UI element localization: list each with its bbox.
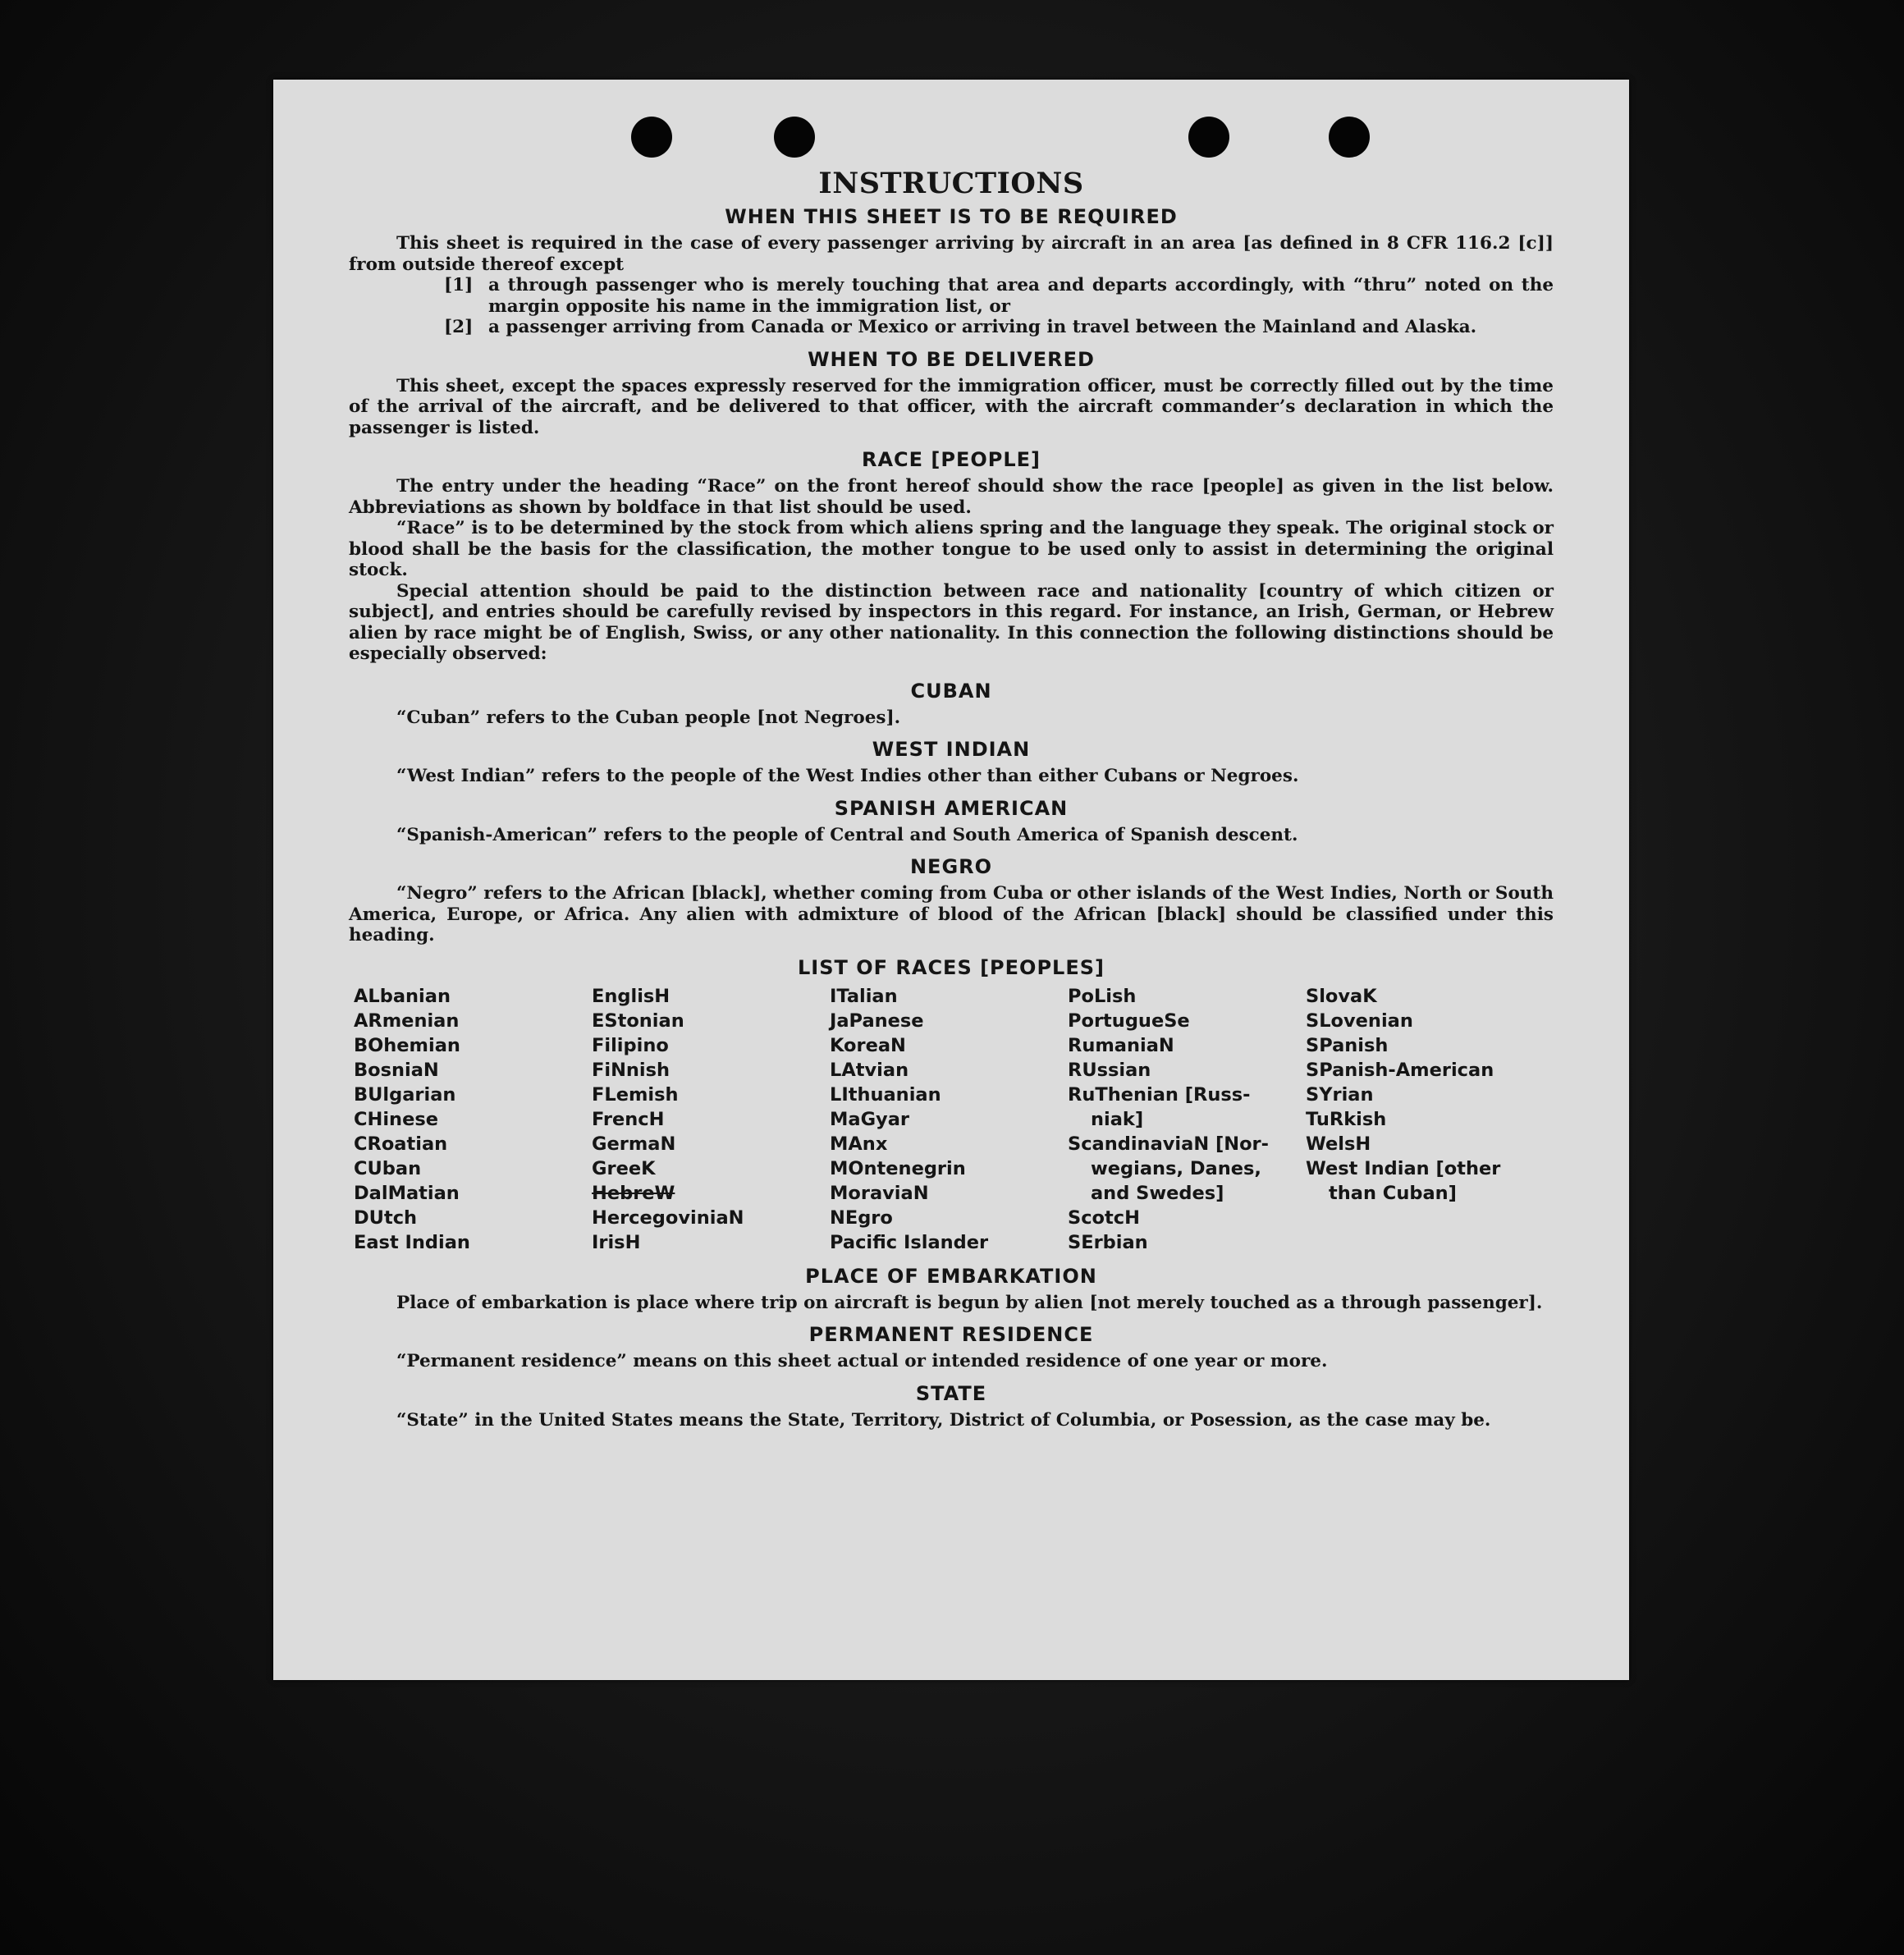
race-entry: Filipino [592, 1034, 669, 1056]
race-entry: CHinese [354, 1108, 438, 1130]
race-paragraph: “Race” is to be determined by the stock from which aliens spring and the language they speak. The original stock or blood shall be the basis for the classification, the mother tongue to be used only to assist in determining the original stock. [349, 518, 1554, 580]
race-entry: SErbian [1068, 1231, 1148, 1253]
spanish-american-heading: SPANISH AMERICAN [834, 796, 1069, 820]
race-entry-struck: HebreW [592, 1182, 675, 1204]
west-indian-heading: WEST INDIAN [872, 738, 1031, 761]
race-paragraph: The entry under the heading “Race” on the front hereof should show the race [people] as given in the list below. Abbreviations as shown by boldface in that list should be used. [349, 476, 1554, 518]
race-entry: ScandinaviaN [Nor- [1068, 1133, 1269, 1155]
exception-number: [1] [444, 275, 474, 295]
punch-hole [774, 117, 815, 158]
race-paragraph: Special attention should be paid to the distinction between race and nationality [country of which citizen or subject], and entries should be carefully revised by inspectors in this regard. For instance, an Irish, German, or Hebrew alien by race might be of English, Swiss, or any other nationality. In this connection the following distinctions should be especially observed: [349, 580, 1554, 664]
race-entry: PoLish [1068, 985, 1137, 1007]
race-entry: CRoatian [354, 1133, 448, 1155]
punch-hole [1188, 117, 1229, 158]
race-entry: NEgro [830, 1206, 893, 1229]
race-entry: CUban [354, 1157, 422, 1179]
cuban-heading: CUBAN [910, 679, 992, 703]
race-entry: GermaN [592, 1133, 676, 1155]
races-list [354, 984, 1554, 1255]
race-entry: Pacific Islander [830, 1231, 989, 1253]
race-entry: HercegoviniaN [592, 1206, 744, 1229]
when-delivered-text: This sheet, except the spaces expressly reserved for the immigration officer, must be correctly filled out by the time of the arrival of the aircraft, and be delivered to that officer, with the aircraft commander’s declaration in which the passenger is listed. [349, 375, 1554, 438]
race-entry: TuRkish [1306, 1108, 1387, 1130]
races-column [1068, 984, 1306, 1255]
when-required-intro: This sheet is required in the case of every passenger arriving by aircraft in an area [as defined in 8 CFR 116.2 [c]] from outside thereof except [349, 233, 1554, 275]
race-entry: EStonian [592, 1010, 684, 1032]
race-entry: GreeK [592, 1157, 656, 1179]
race-entry: PortugueSe [1068, 1010, 1190, 1032]
race-entry: SlovaK [1306, 985, 1377, 1007]
page-title: INSTRUCTIONS [818, 167, 1084, 200]
race-entry-continuation: niak] [1091, 1108, 1144, 1130]
race-entry: ITalian [830, 985, 898, 1007]
when-required-heading: WHEN THIS SHEET IS TO BE REQUIRED [725, 205, 1178, 228]
races-column [354, 984, 592, 1255]
race-entry: SPanish-American [1306, 1059, 1494, 1081]
spanish-american-text: “Spanish-American” refers to the people of Central and South America of Spanish descent. [396, 824, 1298, 845]
race-entry: FrencH [592, 1108, 665, 1130]
exception-text: a through passenger who is merely touching that area and departs accordingly, with “thru” noted on the margin opposite his name in the immigration list, or [488, 275, 1554, 317]
race-entry: ALbanian [354, 985, 451, 1007]
exception-item [349, 317, 1554, 338]
exception-text: a passenger arriving from Canada or Mexico or arriving in travel between the Mainland and Alaska. [488, 317, 1477, 337]
race-entry-continuation: and Swedes] [1091, 1182, 1224, 1204]
races-column [1306, 984, 1552, 1255]
permanent-residence-heading: PERMANENT RESIDENCE [808, 1323, 1094, 1346]
negro-text: “Negro” refers to the African [black], whether coming from Cuba or other islands of the West Indies, North or South America, Europe, or Africa. Any alien with admixture of blood of the African [black] should be classified under this heading. [349, 883, 1554, 945]
race-heading: RACE [PEOPLE] [861, 448, 1041, 471]
list-of-races-heading: LIST OF RACES [PEOPLES] [798, 955, 1105, 979]
punch-hole [631, 117, 672, 158]
race-entry: LAtvian [830, 1059, 909, 1081]
place-of-embarkation-text: Place of embarkation is place where trip on aircraft is begun by alien [not merely touched as a through passenger]. [396, 1292, 1543, 1313]
race-entry-continuation: wegians, Danes, [1091, 1157, 1261, 1179]
punch-hole [1329, 117, 1370, 158]
document-sheet [273, 80, 1629, 1680]
race-entry: DalMatian [354, 1182, 460, 1204]
race-entry: ARmenian [354, 1010, 460, 1032]
race-entry: LIthuanian [830, 1083, 941, 1106]
race-entry: BosniaN [354, 1059, 439, 1081]
race-entry: MOntenegrin [830, 1157, 966, 1179]
exception-item [349, 275, 1554, 317]
race-entry: IrisH [592, 1231, 641, 1253]
place-of-embarkation-heading: PLACE OF EMBARKATION [805, 1264, 1097, 1288]
race-entry: BOhemian [354, 1034, 460, 1056]
race-entry: MoraviaN [830, 1182, 929, 1204]
race-entry: East Indian [354, 1231, 470, 1253]
race-entry: DUtch [354, 1206, 418, 1229]
race-entry: SYrian [1306, 1083, 1374, 1106]
race-entry: KoreaN [830, 1034, 906, 1056]
races-column [592, 984, 830, 1255]
race-entry-continuation: than Cuban] [1329, 1182, 1457, 1204]
cuban-text: “Cuban” refers to the Cuban people [not Negroes]. [396, 707, 901, 728]
race-entry: SPanish [1306, 1034, 1389, 1056]
race-entry: ScotcH [1068, 1206, 1140, 1229]
when-delivered-heading: WHEN TO BE DELIVERED [808, 347, 1095, 371]
race-entry: RumaniaN [1068, 1034, 1174, 1056]
negro-heading: NEGRO [909, 855, 993, 878]
state-heading: STATE [915, 1381, 987, 1405]
race-entry: FLemish [592, 1083, 679, 1106]
race-entry: RuThenian [Russ- [1068, 1083, 1251, 1106]
race-entry: EnglisH [592, 985, 671, 1007]
race-entry: West Indian [other [1306, 1157, 1501, 1179]
instructions-content [349, 167, 1554, 1431]
state-text: “State” in the United States means the State, Territory, District of Columbia, or Posession, as the case may be. [396, 1409, 1491, 1431]
race-entry: MAnx [830, 1133, 888, 1155]
races-column [830, 984, 1068, 1255]
race-entry: RUssian [1068, 1059, 1151, 1081]
race-entry: BUlgarian [354, 1083, 456, 1106]
race-entry: SLovenian [1306, 1010, 1413, 1032]
race-entry: MaGyar [830, 1108, 909, 1130]
exception-number: [2] [444, 317, 474, 337]
west-indian-text: “West Indian” refers to the people of the West Indies other than either Cubans or Negroes. [396, 766, 1299, 786]
race-entry: FiNnish [592, 1059, 671, 1081]
permanent-residence-text: “Permanent residence” means on this sheet actual or intended residence of one year or more. [396, 1351, 1328, 1371]
race-entry: WelsH [1306, 1133, 1371, 1155]
race-entry: JaPanese [830, 1010, 924, 1032]
